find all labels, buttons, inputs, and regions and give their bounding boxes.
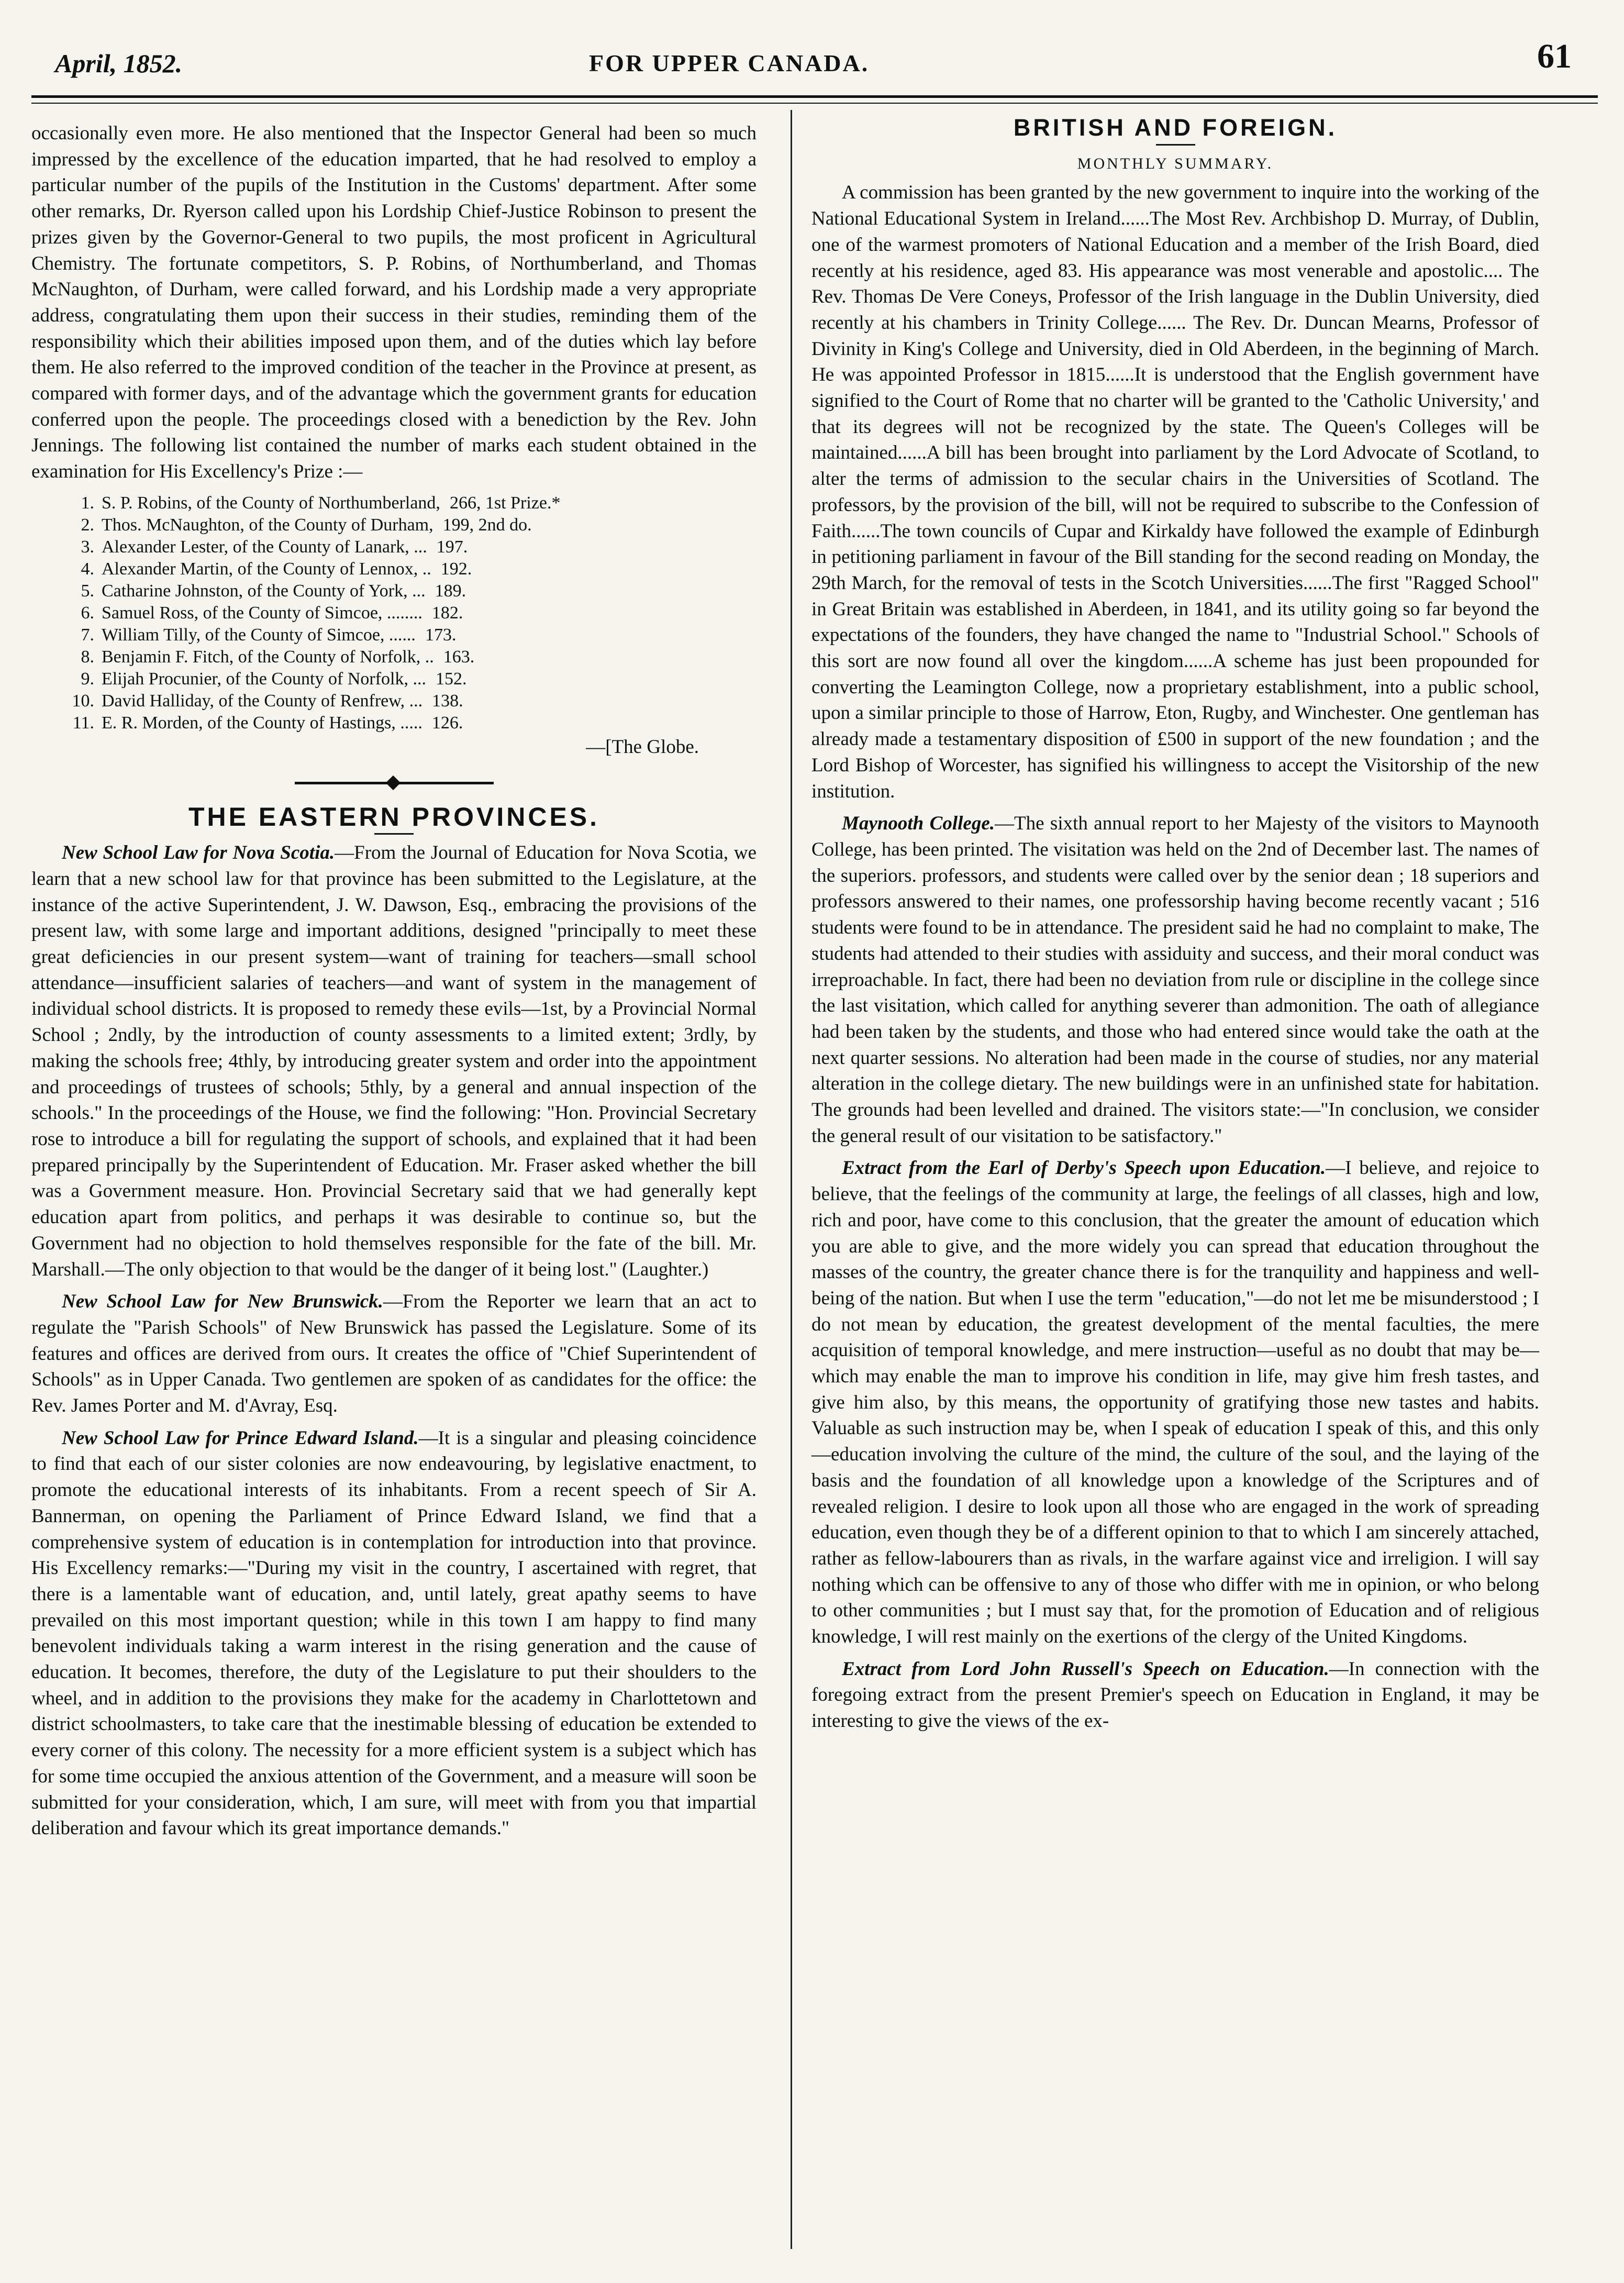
heading-rule bbox=[1156, 144, 1195, 146]
list-item-name: Benjamin F. Fitch, of the County of Norfolk, .. bbox=[102, 647, 434, 667]
russell-article bbox=[811, 1656, 1539, 1734]
header-rule-thin bbox=[31, 103, 1598, 104]
new-brunswick-text: —From the Reporter we learn that an act to regulate the "Parish Schools" of New Brunswick has passed the Legislature. Some of its features and offices are derived from ours. It creates the office of "Chief Superintendent of Schools" as in Upper Canada. Two gentlemen are spoken of as candidates for the office: the Rev. James Porter and M. d'Avray, Esq. bbox=[31, 1291, 757, 1417]
monthly-summary-subheading: MONTHLY SUMMARY. bbox=[1077, 154, 1274, 172]
intro-paragraph: occasionally even more. He also mentioned that the Inspector General had been so much impressed by the excellence of the education imparted, that he had resolved to employ a particular number of the pupils of the Institution in the Customs' department. After some other remarks, Dr. Ryerson called upon his Lordship Chief-Justice Robinson to present the prizes given by the Governor-General to two pupils, the most proficent in Agricultural Chemistry. The fortunate competitors, S. P. Robins, of Northumberland, and Thomas McNaughton, of Durham, were called forward, and his Lordship made a very appropriate address, congratulating them upon their success in their studies, reminding them of the responsibility which their abilities imposed upon them, and of the duties which lay before them. He also referred to the improved condition of the teacher in the Province at present, as compared with former days, and of the advantage which the government grants for education conferred upon the people. The proceedings closed with a benediction by the Rev. John Jennings. The following list contained the number of marks each student obtained in the examination for His Excellency's Prize :— bbox=[31, 123, 757, 483]
pei-article bbox=[31, 1425, 757, 1842]
russell-text: —In connection with the foregoing extract from the present Premier's speech on Education in England, it may be interesting to give the views of the ex- bbox=[811, 1658, 1539, 1732]
list-item bbox=[63, 558, 757, 580]
list-item-marks: 126. bbox=[431, 713, 463, 733]
list-item bbox=[63, 514, 757, 536]
heading-rule bbox=[374, 833, 414, 835]
list-item bbox=[63, 602, 757, 624]
list-item-marks: 199, 2nd do. bbox=[442, 515, 532, 535]
list-item-name: Thos. McNaughton, of the County of Durham, bbox=[102, 515, 433, 535]
list-item-number: 1. bbox=[81, 493, 94, 513]
list-item-name: Alexander Lester, of the County of Lanark, ... bbox=[102, 537, 427, 557]
list-item-marks: 182. bbox=[431, 603, 463, 623]
list-item-number: 6. bbox=[81, 603, 94, 623]
prize-list bbox=[63, 492, 757, 734]
list-item-marks: 152. bbox=[435, 669, 467, 689]
derby-article bbox=[811, 1155, 1539, 1649]
list-item-number: 11. bbox=[72, 713, 94, 733]
header-rule-thick bbox=[31, 95, 1598, 98]
page-number: 61 bbox=[1537, 37, 1572, 75]
nova-scotia-text: —From the Journal of Education for Nova Scotia, we learn that a new school law for that province has been submitted to the Legislature, at the instance of the active Superintendent, J. W. Dawson, Esq., embracing the provisions of the present law, with some large and important additions, designed "principally to meet these great deficiencies in our present system—want of training for teachers—small school attendance—insufficient salaries of teachers—and want of system in the management of individual school districts. It is proposed to remedy these evils—1st, by a Provincial Normal School ; 2ndly, by the introduction of county assessments to a limited extent; 3rdly, by making the schools free; 4thly, by introducing greater system and order into the appointment and proceedings of trustees of schools; 5thly, by a general and annual inspection of the schools." In the proceedings of the House, we find the following: "Hon. Provincial Secretary rose to introduce a bill for regulating the support of schools, and explained that it had been prepared principally by the Superintendent of Education. Mr. Fraser asked whether the bill was a Government measure. Hon. Provincial Secretary said that we had generally kept education apart from politics, and perhaps it was desirable to continue so, but the Government had no objection to hold themselves responsible for the fate of the bill. Mr. Marshall.—The only objection to that would be the danger of it being lost." (Laughter.) bbox=[31, 842, 757, 1280]
new-brunswick-article bbox=[31, 1289, 757, 1419]
list-item-name: William Tilly, of the County of Simcoe, ...... bbox=[102, 625, 416, 645]
list-item-name: Alexander Martin, of the County of Lennox, .. bbox=[102, 559, 431, 579]
maynooth-text: —The sixth annual report to her Majesty of the visitors to Maynooth College, has been printed. The visitation was held on the 2nd of December last. The names of the superiors. professors, and students were called over by the senior dean ; 18 superiors and professors answered to their names, one professorship having become recently vacant ; 516 students were found to be in attendance. The president said he had no complaint to make, The students had attended to their studies with assiduity and success, and their moral conduct was irreproachable. In fact, there had been no deviation from rule or discipline in the college since the last visitation, which called for anything severer than admonition. The oath of allegiance had been taken by the students, and those who had entered since would take the oath at the next quarter sessions. No alteration had been made in the course of studies, nor any material alteration in the college dietary. The new buildings were in an unfinished state for habitation. The grounds had been levelled and drained. The visitors state:—"In conclusion, we consider the general result of our visitation to be satisfactory." bbox=[811, 813, 1540, 1147]
new-brunswick-lead: New School Law for New Brunswick. bbox=[62, 1291, 383, 1313]
list-item-marks: 266, 1st Prize.* bbox=[449, 493, 561, 513]
column-divider bbox=[791, 110, 792, 2249]
list-item bbox=[63, 580, 757, 602]
eastern-provinces-heading: THE EASTERN PROVINCES. bbox=[188, 802, 600, 832]
list-item-marks: 189. bbox=[435, 581, 466, 601]
list-item-marks: 173. bbox=[425, 625, 457, 645]
list-item-name: David Halliday, of the County of Renfrew, ... bbox=[102, 691, 423, 711]
derby-lead: Extract from the Earl of Derby's Speech upon Education. bbox=[842, 1157, 1326, 1179]
list-item bbox=[63, 646, 757, 668]
list-item-number: 8. bbox=[81, 647, 94, 667]
list-item bbox=[63, 668, 757, 690]
list-item-number: 5. bbox=[81, 581, 94, 601]
list-item-number: 9. bbox=[81, 669, 94, 689]
nova-scotia-lead: New School Law for Nova Scotia. bbox=[62, 842, 335, 864]
list-item bbox=[63, 624, 757, 646]
list-item-name: Samuel Ross, of the County of Simcoe, ........ bbox=[102, 603, 422, 623]
nova-scotia-article bbox=[31, 840, 757, 1282]
russell-lead: Extract from Lord John Russell's Speech on Education. bbox=[842, 1658, 1329, 1680]
pei-lead: New School Law for Prince Edward Island. bbox=[62, 1427, 419, 1449]
list-item-marks: 163. bbox=[443, 647, 475, 667]
list-item-name: S. P. Robins, of the County of Northumberland, bbox=[102, 493, 440, 513]
monthly-summary-text: A commission has been granted by the new government to inquire into the working of the National Educational System in Ireland......The Most Rev. Archbishop D. Murray, of Dublin, one of the warmest promoters of National Education and a member of the Irish Board, died recently at his residence, aged 83. His appearance was most venerable and apostolic.... The Rev. Thomas De Vere Coneys, Professor of the Irish language in the Dublin University, died recently at his chambers in Trinity College...... The Rev. Dr. Duncan Mearns, Professor of Divinity in King's College and University, died in Old Aberdeen, in the beginning of March. He was appointed Professor in 1815......It is understood that the English government have signified to the Court of Rome that no charter will be granted to the 'Catholic University,' and that its degrees will not be recognized by the state. The Queen's Colleges will be maintained......A bill has been brought into parliament by the Lord Advocate of Scotland, to alter the terms of admission to the secular chairs in the Universities of Scotland. The professors, by the provision of the bill, will not be required to subscribe to the Confession of Faith......The town councils of Cupar and Kirkaldy have followed the example of Edinburgh in petitioning parliament in favour of the Bill standing for the second reading on Monday, the 29th March, for the removal of tests in the Scotch Universities......The first "Ragged School" in Great Britain was established in Aberdeen, in 1841, and its utility going so far beyond the expectations of the founders, they have changed the name to "Industrial School." Schools of this sort are now found all over the kingdom......A scheme has just been propounded for converting the Leamington College, now a proprietary establishment, into a public school, upon a similar principle to those of Harrow, Eton, Rugby, and Winchester. One gentleman has already made a testamentary disposition of £500 in support of the new foundation ; and the Lord Bishop of Worcester, has signified his willingness to accept the Visitorship of the new institution. bbox=[811, 182, 1539, 802]
list-item bbox=[63, 690, 757, 712]
list-item-marks: 192. bbox=[440, 559, 472, 579]
list-item-number: 10. bbox=[72, 691, 94, 711]
list-item-marks: 138. bbox=[432, 691, 463, 711]
list-item-number: 4. bbox=[81, 559, 94, 579]
list-item-name: Elijah Procunier, of the County of Norfolk, ... bbox=[102, 669, 426, 689]
british-foreign-heading: BRITISH AND FOREIGN. bbox=[1013, 114, 1338, 141]
pei-text: —It is a singular and pleasing coincidence to find that each of our sister colonies are now endeavouring, by legislative enactment, to promote the educational interests of its inhabitants. From a recent speech of Sir A. Bannerman, on opening the Parliament of Prince Edward Island, we find that a comprehensive system of education is in contemplation for introduction into that province. His Excellency remarks:—"During my visit in the country, I ascertained with regret, that there is a lamentable want of education, and, until lately, great apathy seems to have prevailed on this most important question; while in this town I am happy to find many benevolent individuals taking a warm interest in the rising generation and the cause of education. It becomes, therefore, the duty of the Legislature to put their shoulders to the wheel, and in addition to the provisions they make for the academy in Charlottetown and district schoolmasters, to take care that the inestimable blessing of education be extended to every corner of this colony. The necessity for a more efficient system is a subject which has for some time occupied the anxious attention of the Government, and a measure will soon be submitted for your consideration, which, I am sure, will meet with from you that impartial deliberation and favour which its great importance demands." bbox=[31, 1427, 757, 1839]
list-item-marks: 197. bbox=[436, 537, 468, 557]
maynooth-article bbox=[811, 811, 1539, 1149]
list-item-number: 7. bbox=[81, 625, 94, 645]
section-ornament bbox=[295, 777, 494, 790]
derby-text: —I believe, and rejoice to believe, that the feelings of the community at large, the feelings of all classes, high and low, rich and poor, have come to this conclusion, that the greater the amount of education which you are able to give, and the more widely you can spread that education throughout the masses of the country, the greater chance there is for the tranquility and happiness and well-being of the nation. But when I use the term "education,"—do not let me be misunderstood ; I do not mean by education, the greatest development of the mental faculties, the mere acquisition of temporal knowledge, and mere instruction—useful as no doubt that may be—which may enable the man to improve his condition in life, may give him fresh tastes, and give him also, by this means, the opportunity of gratifying those new tastes and habits. Valuable as such instruction may be, when I speak of education I speak of this, and this only—education involving the culture of the mind, the culture of the soul, and the laying of the basis and the foundation of all knowledge upon a knowledge of the Scriptures and of revealed religion. I desire to look upon all those who are engaged in the work of spreading education, even though they be of a different opinion to that to which I am sincerely attached, rather as fellow-labourers than as rivals, in the warfare against vice and irreligion. I will say nothing which can be offensive to any of those who differ with me in opinion, or who belong to other communities ; but I must say that, for the promotion of Education and of religious knowledge, I will rest mainly on the exertions of the clergy of the United Kingdoms. bbox=[811, 1157, 1540, 1648]
right-column bbox=[811, 113, 1539, 1734]
source-credit: —[The Globe. bbox=[586, 736, 699, 758]
running-head bbox=[55, 37, 1572, 89]
list-item-name: Catharine Johnston, of the County of York, ... bbox=[102, 581, 426, 601]
list-item-name: E. R. Morden, of the County of Hastings, ..... bbox=[102, 713, 422, 733]
list-item bbox=[63, 536, 757, 558]
list-item bbox=[63, 712, 757, 734]
list-item-number: 2. bbox=[81, 515, 94, 535]
list-item-number: 3. bbox=[81, 537, 94, 557]
maynooth-lead: Maynooth College. bbox=[842, 813, 995, 835]
left-column bbox=[31, 120, 757, 1842]
list-item bbox=[63, 492, 757, 514]
issue-date: April, 1852. bbox=[55, 49, 183, 78]
journal-title: FOR UPPER CANADA. bbox=[589, 50, 870, 76]
